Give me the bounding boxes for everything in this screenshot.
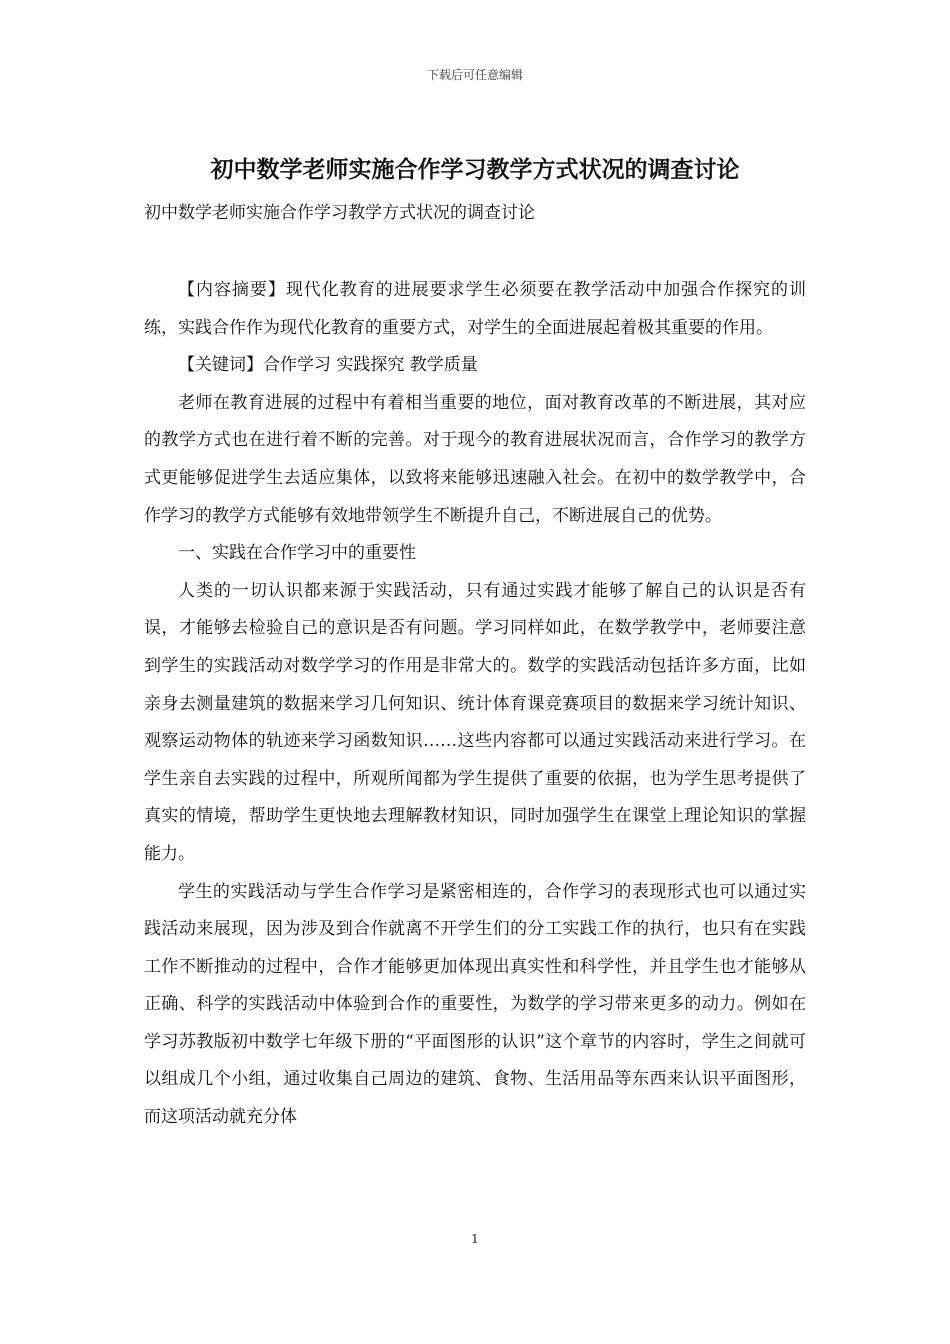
- intro-paragraph: 老师在教育进展的过程中有着相当重要的地位，面对教育改革的不断进展，其对应的教学方式也在进行着不断的完善。对于现今的教育进展状况而言，合作学习的教学方式更能够促进学生去适应集体，以致将来能够迅速融入社会。在初中的数学教学中，合作学习的教学方式能够有效地带领学生不断提升自己，不断进展自己的优势。: [144, 392, 806, 526]
- document-body: [144, 272, 806, 1137]
- body-paragraph: 学生的实践活动与学生合作学习是紧密相连的，合作学习的表现形式也可以通过实践活动来展现，因为涉及到合作就离不开学生们的分工实践工作的执行，也只有在实践工作不断推动的过程中，合作才能够更加体现出真实性和科学性，并且学生也才能够从正确、科学的实践活动中体验到合作的重要性，为数学的学习带来更多的动力。例如在学习苏教版初中数学七年级下册的“平面图形的认识”这个章节的内容时，学生之间就可以组成几个小组，通过收集自己周边的建筑、食物、生活用品等东西来认识平面图形，而这项活动就充分体: [144, 881, 806, 1128]
- abstract-paragraph: 【内容摘要】现代化教育的进展要求学生必须要在教学活动中加强合作探究的训练，实践合作作为现代化教育的重要方式，对学生的全面进展起着极其重要的作用。: [144, 280, 806, 338]
- section-heading: 一、实践在合作学习中的重要性: [178, 543, 416, 564]
- page-number: 1: [471, 1232, 479, 1246]
- document-subtitle: 初中数学老师实施合作学习教学方式状况的调查讨论: [144, 203, 535, 223]
- body-paragraph: 人类的一切认识都来源于实践活动，只有通过实践才能够了解自己的认识是否有误，才能够去检验自己的意识是否有问题。学习同样如此，在数学教学中，老师要注意到学生的实践活动对数学学习的作用是非常大的。数学的实践活动包括许多方面，比如亲身去测量建筑的数据来学习几何知识、统计体育课竞赛项目的数据来学习统计知识、观察运动物体的轨迹来学习函数知识……这些内容都可以通过实践活动来进行学习。在学生亲自去实践的过程中，所观所闻都为学生提供了重要的依据，也为学生思考提供了真实的情境，帮助学生更快地去理解教材知识，同时加强学生在课堂上理论知识的掌握能力。: [144, 580, 806, 864]
- keywords-paragraph: 【关键词】合作学习 实践探究 教学质量: [178, 355, 478, 376]
- page-header: 下载后可任意编辑: [426, 68, 523, 82]
- document-title: 初中数学老师实施合作学习教学方式状况的调查讨论: [210, 156, 740, 183]
